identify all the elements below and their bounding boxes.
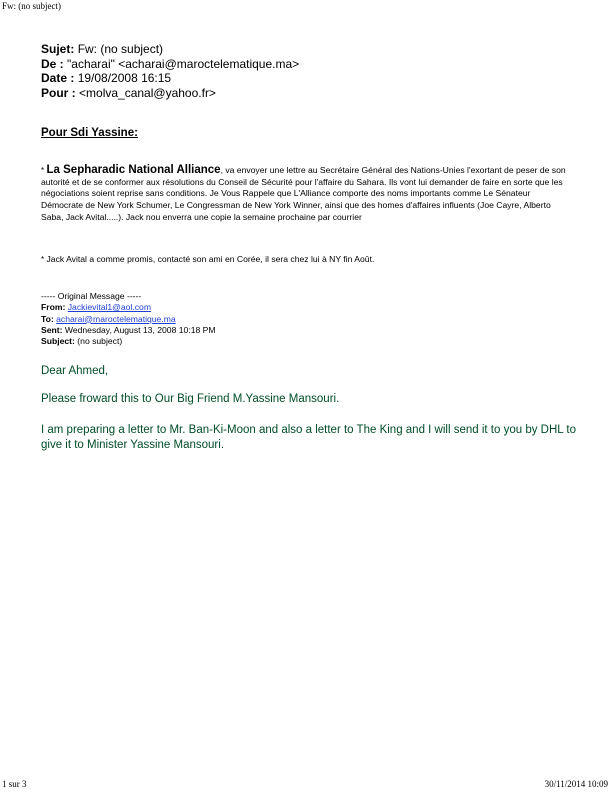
from-value: "acharai" <acharai@maroctelematique.ma> (67, 56, 300, 71)
original-from-label: From: (41, 302, 66, 313)
date-value: 19/08/2008 16:15 (77, 71, 172, 85)
footer-page-number: 1 sur 3 (2, 779, 27, 789)
original-sent-label: Sent: (41, 324, 63, 335)
original-to-link[interactable]: acharai@maroctelematique.ma (56, 313, 176, 324)
subject-label: Sujet: (41, 42, 75, 56)
note-paragraph-2 (41, 254, 571, 266)
original-to-row (41, 314, 216, 325)
body-greeting: Dear Ahmed, (41, 365, 109, 377)
date-label: Date : (41, 71, 75, 85)
original-sent-value: Wednesday, August 13, 2008 10:18 PM (64, 324, 216, 335)
organization-name: La Sepharadic National Alliance (46, 164, 221, 176)
original-separator: ----- Original Message ----- (41, 291, 142, 301)
body-line-1: Please froward this to Our Big Friend M.Yassine Mansouri. (41, 393, 340, 405)
mail-date-row (41, 71, 299, 86)
body-line-2: I am preparing a letter to Mr. Ban-Ki-Moon and also a letter to The King and I will send it to you by DHL to give it to Minister Yassine Mansouri. (41, 424, 577, 451)
from-label: De : (41, 56, 64, 71)
footer-timestamp: 30/11/2014 10:09 (544, 779, 608, 789)
original-subject-label: Subject: (41, 336, 75, 347)
original-subject-value: (no subject) (77, 336, 123, 347)
to-value: <molva_canal@yahoo.fr> (79, 85, 216, 100)
to-label: Pour : (41, 85, 76, 100)
bullet-marker: * (41, 255, 45, 264)
subject-value: Fw: (no subject) (77, 42, 164, 56)
mail-subject-row (41, 42, 299, 57)
note-salutation: Pour Sdi Yassine: (41, 127, 138, 139)
original-subject-row (41, 336, 216, 347)
original-sent-row (41, 325, 216, 336)
print-header-title: Fw: (no subject) (2, 1, 61, 11)
mail-from-row (41, 57, 299, 72)
mail-to-row (41, 86, 299, 101)
note-paragraph-1 (41, 165, 571, 224)
original-message-block (41, 291, 216, 347)
original-from-link[interactable]: Jackievital1@aol.com (67, 302, 151, 313)
mail-header (41, 42, 299, 100)
original-from-row (41, 302, 216, 313)
paragraph-1-text: , va envoyer une lettre au Secrétaire Général des Nations-Unies l'exortant de peser de son autorité et de se conformer aux résolutions du Conseil de Sécurité pour l'affaire du Sahara. Ils vont lui demander de faire en sorte que les négociations soient reprise sans conditions. Je Vous Rappele que L'Alliance comporte des noms importants comme Le Sénateur Démocrate de New York Schumer, Le Congressman de New York Winner, ainsi que des homes d'affaires influents (Joe Cayre, Alberto Saba, Jack Avital.....). Jack nou enverra une copie la semaine prochaine par courrier (41, 165, 566, 222)
original-to-label: To: (41, 313, 54, 324)
paragraph-2-text: Jack Avital a comme promis, contacté son ami en Corée, il sera chez lui à NY fin Août. (44, 254, 375, 264)
bullet-marker: * (41, 166, 45, 175)
